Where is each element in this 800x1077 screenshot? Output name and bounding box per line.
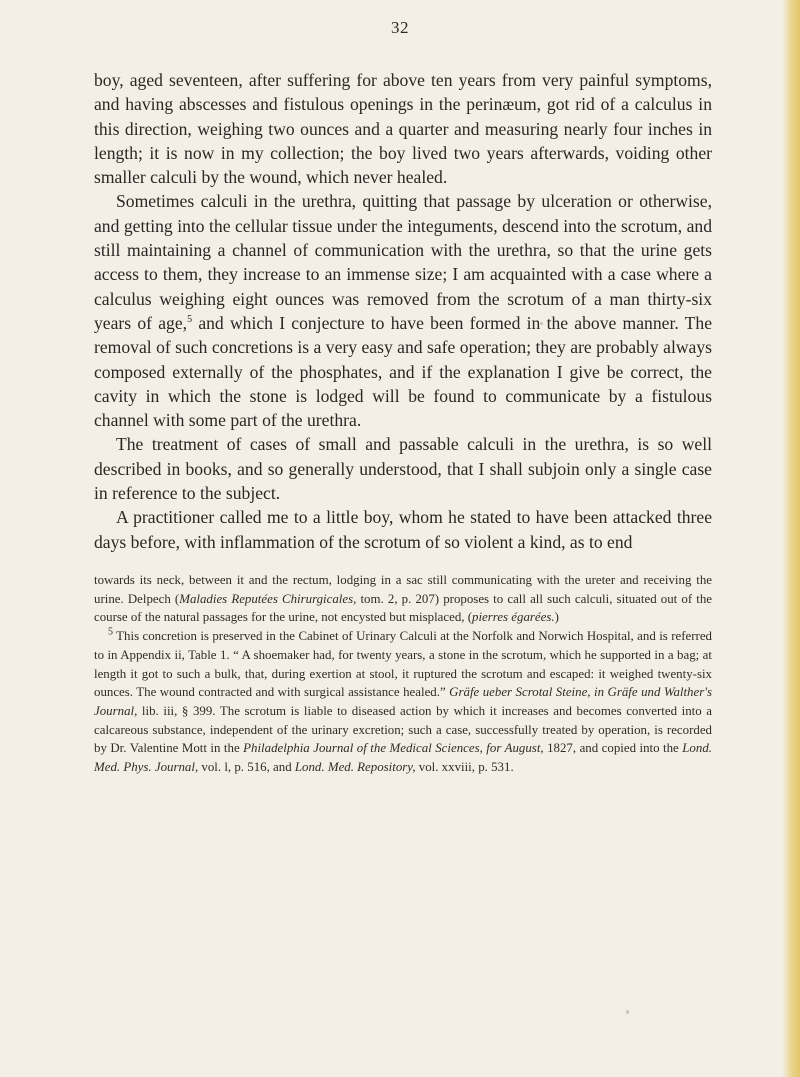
- citation-title: Lond. Med. Phys. Journal,: [94, 741, 712, 775]
- page-edge-shadow: [782, 0, 800, 1077]
- paragraph-1: boy, aged seventeen, after suffering for above ten years from very painful symptoms, and having abscesses and fistulous openings in the perinæum, got rid of a calculus in this direction, weighing two ounces and a quarter and measuring nearly four inches in length; it is now in my collection; the boy lived two years afterwards, voiding other smaller calculi by the wound, which never healed.: [94, 70, 712, 188]
- body-text: [94, 68, 712, 554]
- footnote-number: 5: [108, 626, 113, 638]
- paragraph-2-part-b: and which I conjecture to have been formed in the above manner. The removal of such concretions is a very easy and safe operation; they are probably always composed externally of the phosphates, and if the explanation I give be correct, the cavity in which the stone is lodged will be found to communicate by a fistulous channel with some part of the urethra.: [94, 312, 712, 431]
- paragraph-4: A practitioner called me to a little boy, whom he stated to have been attacked three days before, with inflammation of the scrotum of so violent a kind, as to end: [94, 507, 712, 552]
- footnotes: [94, 571, 712, 777]
- paragraph-3: The treatment of cases of small and passable calculi in the urethra, is so well described in books, and so generally understood, that I shall subjoin only a single case in reference to the subject.: [94, 434, 712, 504]
- footnote-5: [94, 627, 712, 777]
- footnote-text: ): [554, 610, 559, 625]
- footnote-continuation: [94, 571, 712, 627]
- footnote-text: 1827, and copied into the: [543, 741, 683, 756]
- paper-speck: [626, 1010, 629, 1014]
- page-number: 32: [391, 18, 409, 37]
- citation-title: pierres égarées.: [472, 610, 555, 625]
- citation-title: Gräfe ueber Scrotal Steine, in Gräfe und Walther's Journal,: [94, 685, 713, 718]
- footnote-text: This concretion is preserved in the Cabinet of Urinary Calculi at the Norfolk and Norwich Hospital, and is referred to in Appendix ii, Table 1. “ A shoemaker had, for twenty years, a stone in the scrotum, which he supported in a bag; at length it got to such a bulk, that, during exertion at stool, it ruptured the scrotum and escaped: it weighed twenty-six ounces. The wound contracted and with surgical assistance healed.”: [94, 629, 712, 700]
- footnote-text: vol. l, p. 516, and: [198, 760, 295, 775]
- paragraph-2: [94, 189, 712, 432]
- footnote-text: towards its neck, between it and the rectum, lodging in a sac still communicating with the ureter and receiving the urine. Delpech (: [94, 573, 712, 606]
- footnote-reference-5: 5: [187, 314, 193, 326]
- paragraph-2-part-a: Sometimes calculi in the urethra, quitting that passage by ulceration or otherwise, and getting into the cellular tissue under the integuments, descend into the scrotum, and still maintaining a channel of communication with the urethra, so that the urine gets access to them, they increase to an immense size; I am acquainted with a case where a calculus weighing eight ounces was removed from the scrotum of a man thirty-six years of age,: [94, 191, 712, 333]
- citation-title: Philadelphia Journal of the Medical Sciences, for August,: [243, 741, 544, 756]
- citation-title: Lond. Med. Repository,: [294, 760, 416, 775]
- footnote-text: lib. iii, § 399. The scrotum is liable to diseased action by which it increases and becomes converted into a calcareous substance, independent of the urinary excretion; such a case, successfully treated by operation, is recorded by Dr. Valentine Mott in the: [94, 703, 712, 756]
- footnote-text: tom. 2, p. 207) proposes to call all such calculi, situated out of the course of the natural passages for the urine, not encysted but misplaced, (: [94, 591, 712, 625]
- citation-title: Maladies Reputées Chirurgicales,: [179, 591, 357, 606]
- footnote-text: vol. xxviii, p. 531.: [415, 760, 514, 775]
